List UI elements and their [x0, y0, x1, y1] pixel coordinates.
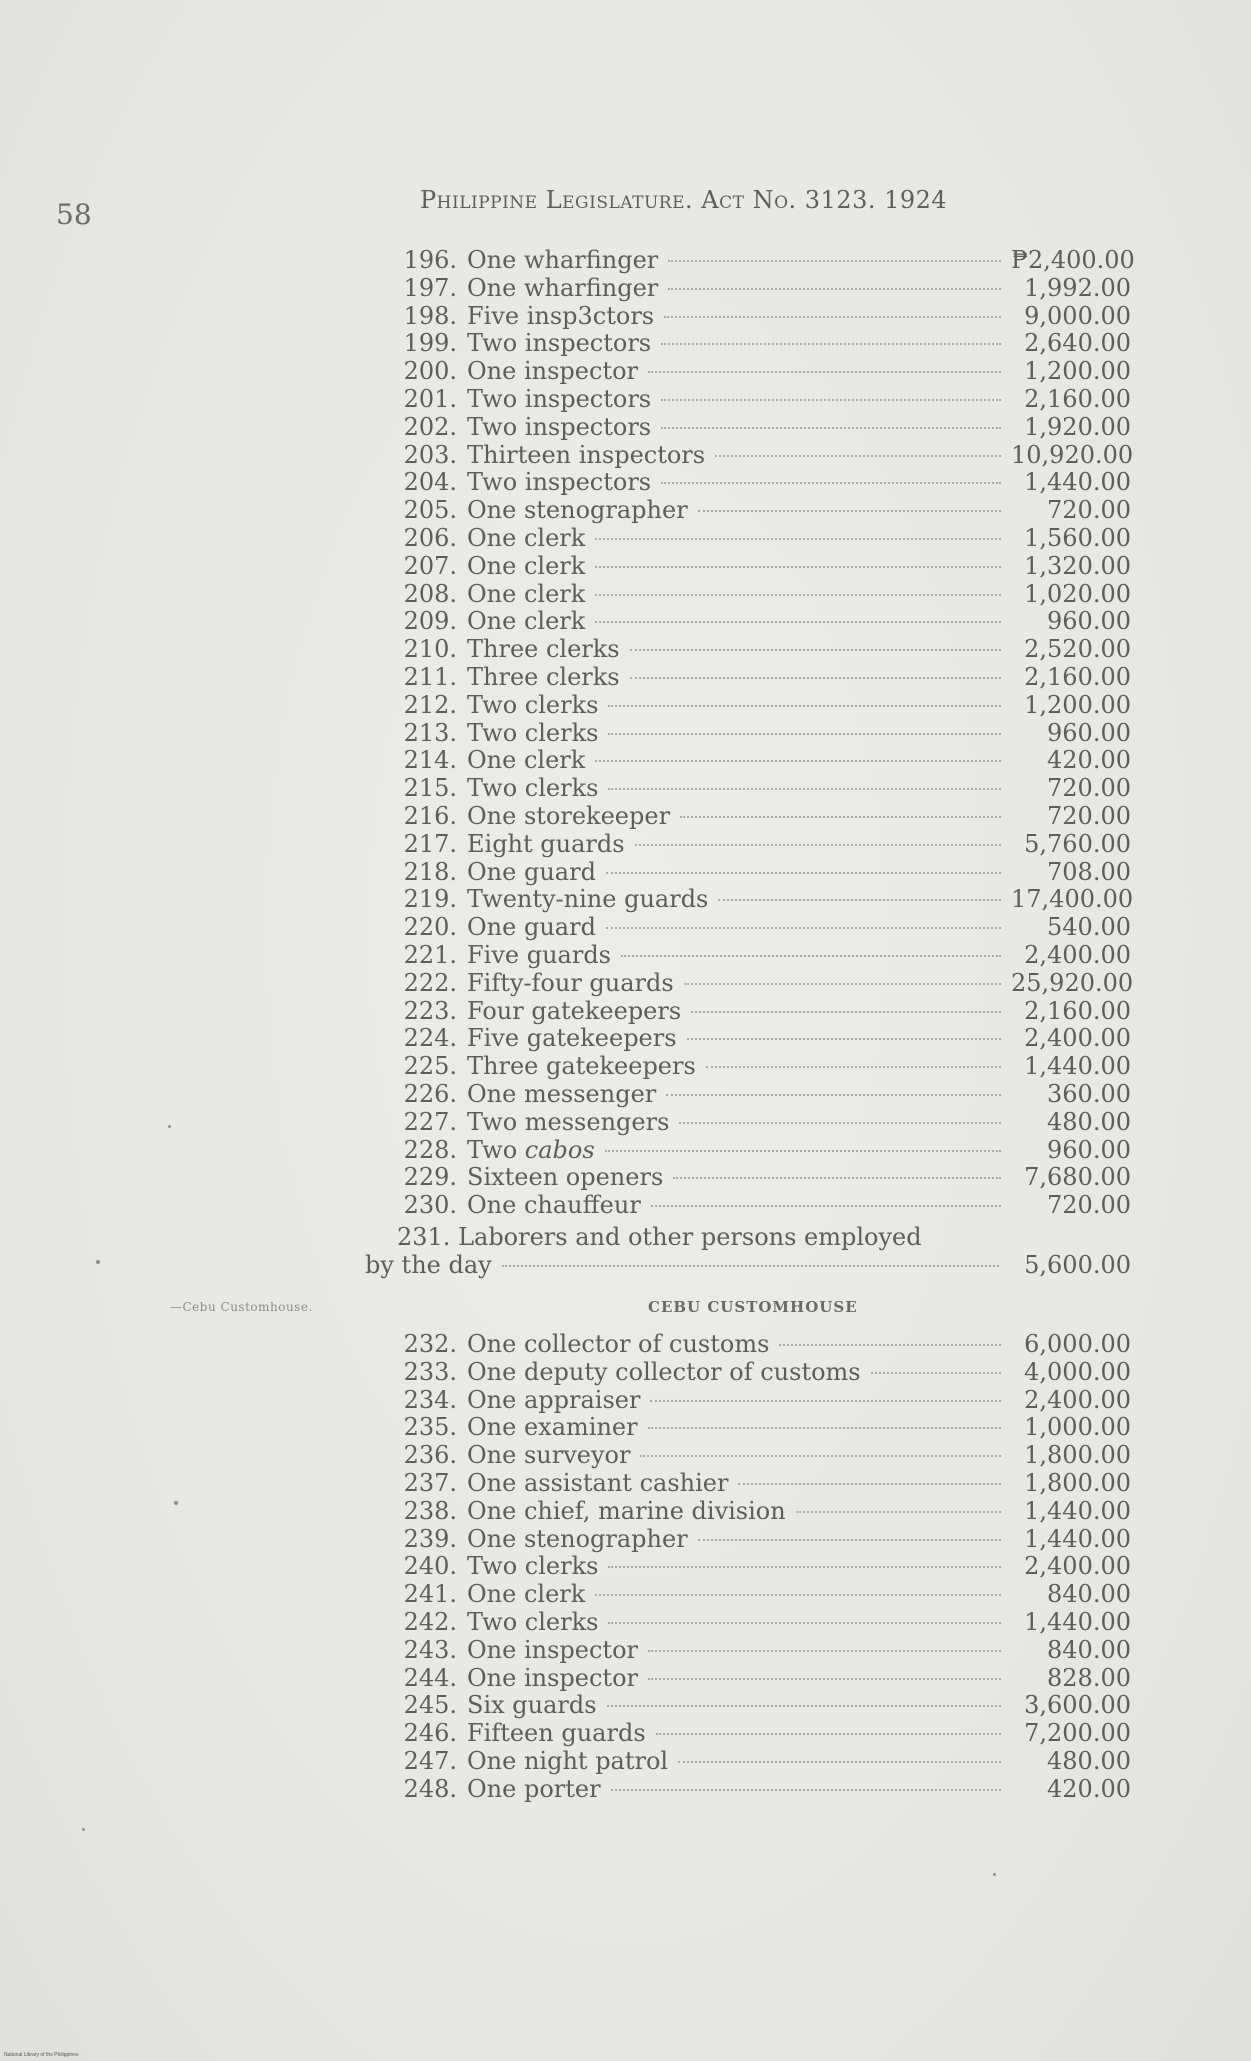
list-item	[385, 692, 1141, 720]
list-item	[385, 831, 1141, 859]
list-item-number: 205.	[403, 496, 457, 525]
dot-leader	[706, 1066, 1001, 1068]
list-item-amount: 960.00	[1047, 1135, 1131, 1164]
list-item	[385, 1720, 1141, 1748]
list-item-label: One stenographer	[467, 1524, 688, 1553]
dot-leader	[595, 594, 1001, 596]
list-item-amount: 1,320.00	[1024, 551, 1131, 580]
dot-leader	[595, 760, 1001, 762]
list-item-number: 245.	[403, 1691, 457, 1720]
list-item-amount: ₱2,400.00	[1011, 246, 1135, 274]
list-item-label: Two inspectors	[467, 329, 652, 358]
dot-leader	[648, 371, 1001, 373]
list-item-amount: 1,440.00	[1024, 1052, 1131, 1081]
list-item-label: One guard	[467, 913, 596, 942]
running-head: Philippine Legislature. Act No. 3123. 1924	[420, 186, 948, 214]
list-item-amount: 2,160.00	[1024, 384, 1131, 413]
list-item-amount: 1,020.00	[1024, 579, 1131, 608]
list-item-amount: 420.00	[1047, 746, 1131, 775]
list-item-amount: 5,600.00	[1024, 1251, 1131, 1279]
list-item-number: 199.	[403, 329, 457, 358]
dot-leader	[679, 1122, 1001, 1124]
list-item-amount: 2,400.00	[1024, 1385, 1131, 1414]
list-item-amount: 1,440.00	[1024, 1524, 1131, 1553]
list-item-number: 204.	[403, 468, 457, 497]
list-item-amount: 480.00	[1047, 1107, 1131, 1136]
list-item-label: One collector of customs	[467, 1330, 770, 1358]
list-item-number: 233.	[403, 1357, 457, 1386]
list-item-label: One clerk	[467, 746, 586, 775]
list-item	[385, 803, 1141, 831]
list-item	[385, 608, 1141, 636]
list-item-label: 231. Laborers and other persons employed	[397, 1223, 922, 1251]
list-item-label: One examiner	[467, 1413, 638, 1442]
list-item	[385, 914, 1141, 942]
list-item-amount: 9,000.00	[1024, 301, 1131, 330]
list-item	[385, 1192, 1141, 1220]
list-item	[385, 1164, 1141, 1192]
dot-leader	[718, 899, 1001, 901]
list-item-number: 235.	[403, 1413, 457, 1442]
list-item	[385, 636, 1141, 664]
margin-note: —Cebu Customhouse.	[170, 1300, 313, 1314]
list-item-number: 248.	[403, 1774, 457, 1803]
dot-leader	[871, 1372, 1001, 1374]
list-item	[385, 1748, 1141, 1776]
dot-leader	[661, 343, 1001, 345]
list-item-number: 226.	[403, 1079, 457, 1108]
dot-leader	[595, 621, 1001, 623]
list-item	[385, 469, 1141, 497]
list-item-label: Six guards	[467, 1691, 597, 1720]
list-item-amount: 1,440.00	[1024, 1496, 1131, 1525]
list-item-amount: 25,920.00	[1011, 968, 1134, 997]
list-item	[385, 1776, 1141, 1804]
list-item-amount: 3,600.00	[1024, 1691, 1131, 1720]
list-item-number: 210.	[403, 635, 457, 664]
dot-leader	[651, 1205, 1001, 1207]
list-item-amount: 1,200.00	[1024, 357, 1131, 386]
list-item	[385, 1137, 1141, 1165]
list-item-number: 214.	[403, 746, 457, 775]
dot-leader	[779, 1344, 1001, 1346]
list-item-number: 223.	[403, 996, 457, 1025]
paper-speck	[82, 1828, 85, 1831]
dot-leader	[715, 455, 1001, 457]
list-item-amount: 540.00	[1047, 913, 1131, 942]
list-item	[385, 1498, 1141, 1526]
dot-leader	[687, 1038, 1001, 1040]
list-item-231	[365, 1223, 1141, 1279]
list-item-number: 242.	[403, 1607, 457, 1636]
list-item	[385, 358, 1141, 386]
list-item-label: Two cabos	[467, 1135, 595, 1164]
list-item-label: Three gatekeepers	[467, 1052, 696, 1081]
list-item-label: One guard	[467, 857, 596, 886]
list-item-amount: 1,800.00	[1024, 1468, 1131, 1497]
list-item-amount: 840.00	[1047, 1635, 1131, 1664]
list-item-label: One clerk	[467, 523, 586, 552]
list-item	[385, 859, 1141, 887]
dot-leader	[666, 1094, 1001, 1096]
dot-leader	[673, 1177, 1001, 1179]
list-item	[385, 1442, 1141, 1470]
list-item-number: 212.	[403, 690, 457, 719]
dot-leader	[621, 955, 1001, 957]
list-item	[385, 1109, 1141, 1137]
list-item	[385, 942, 1141, 970]
list-item-number: 236.	[403, 1441, 457, 1470]
dot-leader	[595, 538, 1001, 540]
list-item-amount: 17,400.00	[1011, 885, 1134, 914]
list-item-label: Thirteen inspectors	[467, 440, 706, 469]
list-item-amount: 720.00	[1047, 496, 1131, 525]
section-heading: CEBU CUSTOMHOUSE	[648, 1298, 858, 1316]
list-item	[385, 747, 1141, 775]
list-item	[385, 1470, 1141, 1498]
dot-leader	[608, 705, 1001, 707]
list-item	[385, 998, 1141, 1026]
list-item-number: 227.	[403, 1107, 457, 1136]
list-item-number: 246.	[403, 1719, 457, 1748]
dot-leader	[648, 1427, 1001, 1429]
list-item-label: Five gatekeepers	[467, 1024, 677, 1053]
list-item-amount: 6,000.00	[1024, 1330, 1131, 1358]
list-item-label: Five insp3ctors	[467, 301, 655, 330]
list-item-amount: 2,160.00	[1024, 662, 1131, 691]
list-item-amount: 1,000.00	[1024, 1413, 1131, 1442]
list-item-label: Two messengers	[467, 1107, 670, 1136]
dot-leader	[630, 649, 1001, 651]
list-item	[385, 414, 1141, 442]
list-item-amount: 2,400.00	[1024, 940, 1131, 969]
list-item-label-continued: by the day	[365, 1251, 492, 1279]
dot-leader	[698, 510, 1001, 512]
page-number: 58	[56, 198, 92, 231]
list-item-number: 225.	[403, 1052, 457, 1081]
list-item	[385, 247, 1141, 275]
list-item-number: 221.	[403, 940, 457, 969]
list-item-amount: 2,400.00	[1024, 1024, 1131, 1053]
list-item-number: 222.	[403, 968, 457, 997]
list-item	[385, 664, 1141, 692]
list-item	[385, 1665, 1141, 1693]
list-item-label: One inspector	[467, 1663, 638, 1692]
list-item-label: Twenty-nine guards	[467, 885, 709, 914]
list-item	[385, 553, 1141, 581]
dot-leader	[650, 1400, 1001, 1402]
list-item	[385, 1609, 1141, 1637]
list-item-number: 198.	[403, 301, 457, 330]
dot-leader	[605, 1150, 1001, 1152]
list-item-amount: 1,992.00	[1024, 273, 1131, 302]
dot-leader	[608, 788, 1001, 790]
list-item-amount: 960.00	[1047, 718, 1131, 747]
list-item	[385, 442, 1141, 470]
list-item-number: 209.	[403, 607, 457, 636]
list-item	[385, 1414, 1141, 1442]
list-item-number: 230.	[403, 1191, 457, 1220]
dot-leader	[606, 872, 1001, 874]
dot-leader	[635, 844, 1001, 846]
dot-leader	[668, 260, 1001, 262]
list-item-label: One assistant cashier	[467, 1468, 729, 1497]
dot-leader	[608, 1566, 1001, 1568]
list-item-number: 234.	[403, 1385, 457, 1414]
list-item-number: 211.	[403, 662, 457, 691]
dot-leader	[608, 733, 1001, 735]
dot-leader	[630, 677, 1001, 679]
list-item-label: One clerk	[467, 551, 586, 580]
list-item	[385, 1581, 1141, 1609]
list-item-label: One stenographer	[467, 496, 688, 525]
dot-leader	[648, 1678, 1001, 1680]
list-item-number: 207.	[403, 551, 457, 580]
list-item-number: 200.	[403, 357, 457, 386]
list-item-label: Two inspectors	[467, 468, 652, 497]
dot-leader	[691, 1011, 1001, 1013]
list-item	[385, 581, 1141, 609]
list-item-label: One inspector	[467, 357, 638, 386]
list-item-number: 232.	[403, 1330, 457, 1358]
list-item	[385, 525, 1141, 553]
list-item-label: One clerk	[467, 579, 586, 608]
dot-leader	[595, 1594, 1001, 1596]
list-item-label: One messenger	[467, 1079, 657, 1108]
dot-leader	[678, 1761, 1001, 1763]
list-item-label: Fifty-four guards	[467, 968, 674, 997]
list-item-amount: 480.00	[1047, 1746, 1131, 1775]
list-item-number: 247.	[403, 1746, 457, 1775]
appropriation-list-manila	[385, 247, 1141, 1220]
list-item	[385, 1637, 1141, 1665]
dot-leader	[606, 927, 1001, 929]
list-item-label: One chief, marine division	[467, 1496, 786, 1525]
dot-leader	[680, 816, 1001, 818]
dot-leader	[611, 1789, 1001, 1791]
list-item-label: Two inspectors	[467, 412, 652, 441]
list-item	[385, 275, 1141, 303]
list-item-amount: 1,440.00	[1024, 468, 1131, 497]
list-item-label: One chauffeur	[467, 1191, 641, 1220]
list-item-amount: 708.00	[1047, 857, 1131, 886]
dot-leader	[796, 1511, 1001, 1513]
dot-leader	[661, 427, 1001, 429]
list-item-number: 208.	[403, 579, 457, 608]
paper-speck	[96, 1260, 100, 1264]
list-item-number: 202.	[403, 412, 457, 441]
list-item	[385, 386, 1141, 414]
list-item-amount: 960.00	[1047, 607, 1131, 636]
list-item-number: 216.	[403, 801, 457, 830]
dot-leader	[684, 983, 1001, 985]
list-item-amount: 7,680.00	[1024, 1163, 1131, 1192]
dot-leader	[608, 1622, 1001, 1624]
list-item	[385, 775, 1141, 803]
list-item-amount: 720.00	[1047, 801, 1131, 830]
list-item-amount: 5,760.00	[1024, 829, 1131, 858]
paper-speck	[993, 1873, 996, 1876]
list-item	[385, 970, 1141, 998]
list-item-amount: 2,520.00	[1024, 635, 1131, 664]
list-item-amount: 840.00	[1047, 1580, 1131, 1609]
list-item-amount: 2,640.00	[1024, 329, 1131, 358]
list-item-number: 215.	[403, 774, 457, 803]
dot-leader	[661, 399, 1001, 401]
list-item-label: One appraiser	[467, 1385, 641, 1414]
dot-leader	[648, 1650, 1001, 1652]
list-item-amount: 420.00	[1047, 1774, 1131, 1803]
list-item-number: 237.	[403, 1468, 457, 1497]
dot-leader	[661, 482, 1001, 484]
list-item	[385, 330, 1141, 358]
paper-speck	[174, 1501, 178, 1505]
list-item	[385, 1331, 1141, 1359]
list-item-label: Three clerks	[467, 662, 620, 691]
list-item-number: 239.	[403, 1524, 457, 1553]
list-item-amount: 1,920.00	[1024, 412, 1131, 441]
list-item	[385, 1053, 1141, 1081]
list-item-label: One clerk	[467, 1580, 586, 1609]
list-item	[385, 1387, 1141, 1415]
list-item	[385, 886, 1141, 914]
appropriation-list-cebu	[385, 1331, 1141, 1804]
list-item-number: 220.	[403, 913, 457, 942]
list-item	[385, 1359, 1141, 1387]
list-item-label: Sixteen openers	[467, 1163, 664, 1192]
list-item-label: One storekeeper	[467, 801, 671, 830]
dot-leader	[640, 1455, 1001, 1457]
list-item-number: 213.	[403, 718, 457, 747]
list-item-label: Eight guards	[467, 829, 625, 858]
dot-leader	[595, 566, 1001, 568]
dot-leader	[656, 1733, 1001, 1735]
list-item-label: Five guards	[467, 940, 611, 969]
list-item-number: 238.	[403, 1496, 457, 1525]
list-item-amount: 828.00	[1047, 1663, 1131, 1692]
list-item-number: 201.	[403, 384, 457, 413]
dot-leader	[502, 1265, 999, 1267]
list-item-label: One wharfinger	[467, 273, 659, 302]
list-item-number: 217.	[403, 829, 457, 858]
list-item-amount: 1,440.00	[1024, 1607, 1131, 1636]
list-item-amount: 720.00	[1047, 1191, 1131, 1220]
scan-credit: National Library of the Philippines	[4, 2052, 79, 2058]
list-item-label: Fifteen guards	[467, 1719, 646, 1748]
list-item-number: 203.	[403, 440, 457, 469]
list-item-number: 228.	[403, 1135, 457, 1164]
list-item-number: 196.	[403, 246, 457, 274]
list-item-label: Three clerks	[467, 635, 620, 664]
list-item-number: 229.	[403, 1163, 457, 1192]
list-item	[385, 1081, 1141, 1109]
list-item-label: One inspector	[467, 1635, 638, 1664]
list-item-label: Two clerks	[467, 1607, 599, 1636]
list-item-label: Two clerks	[467, 1552, 599, 1581]
list-item-label: One deputy collector of customs	[467, 1357, 861, 1386]
list-item-amount: 1,200.00	[1024, 690, 1131, 719]
dot-leader	[738, 1483, 1001, 1485]
list-item-number: 244.	[403, 1663, 457, 1692]
list-item	[385, 1526, 1141, 1554]
list-item-amount: 1,560.00	[1024, 523, 1131, 552]
list-item-amount: 7,200.00	[1024, 1719, 1131, 1748]
list-item-number: 240.	[403, 1552, 457, 1581]
list-item-amount: 360.00	[1047, 1079, 1131, 1108]
list-item-label: Four gatekeepers	[467, 996, 682, 1025]
list-item-amount: 10,920.00	[1011, 440, 1134, 469]
list-item-number: 218.	[403, 857, 457, 886]
list-item-label: Two clerks	[467, 718, 599, 747]
list-item-label: One wharfinger	[467, 246, 659, 274]
list-item-number: 241.	[403, 1580, 457, 1609]
list-item-label: One porter	[467, 1774, 601, 1803]
list-item-label: One clerk	[467, 607, 586, 636]
list-item	[385, 497, 1141, 525]
list-item-number: 206.	[403, 523, 457, 552]
list-item-amount: 4,000.00	[1024, 1357, 1131, 1386]
list-item	[385, 1692, 1141, 1720]
list-item	[385, 1025, 1141, 1053]
list-item-label: One surveyor	[467, 1441, 631, 1470]
dot-leader	[668, 288, 1001, 290]
list-item-label: One night patrol	[467, 1746, 669, 1775]
dot-leader	[664, 316, 1001, 318]
dot-leader	[698, 1539, 1001, 1541]
list-item-number: 197.	[403, 273, 457, 302]
list-item-number: 243.	[403, 1635, 457, 1664]
list-item-label: Two clerks	[467, 774, 599, 803]
list-item	[385, 303, 1141, 331]
list-item-label: Two inspectors	[467, 384, 652, 413]
dot-leader	[607, 1705, 1001, 1707]
list-item-amount: 2,400.00	[1024, 1552, 1131, 1581]
paper-speck	[168, 1125, 171, 1128]
list-item-amount: 1,800.00	[1024, 1441, 1131, 1470]
list-item	[385, 720, 1141, 748]
list-item-number: 219.	[403, 885, 457, 914]
list-item-amount: 720.00	[1047, 774, 1131, 803]
list-item-amount: 2,160.00	[1024, 996, 1131, 1025]
list-item-label: Two clerks	[467, 690, 599, 719]
list-item	[385, 1553, 1141, 1581]
list-item-number: 224.	[403, 1024, 457, 1053]
